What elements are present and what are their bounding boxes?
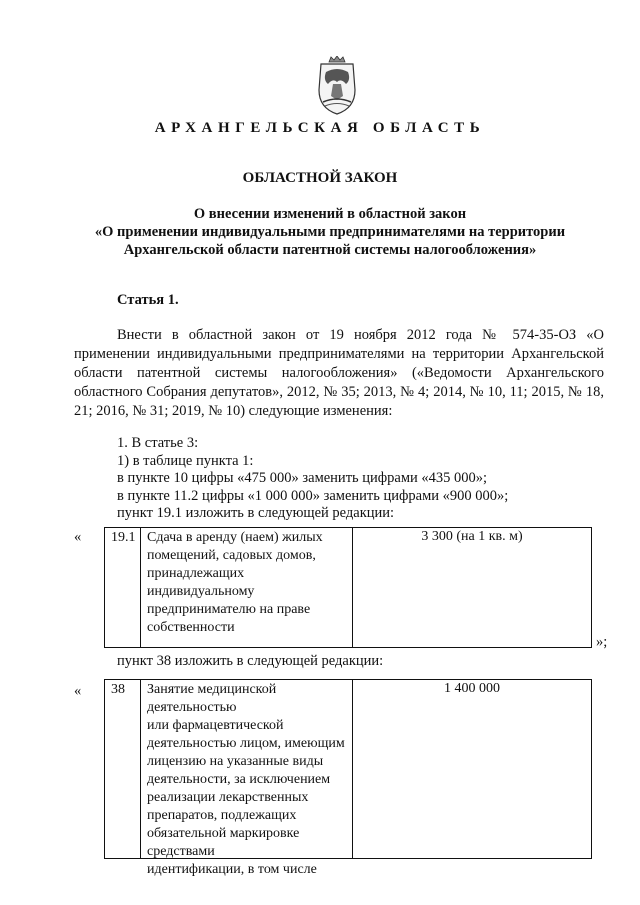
subtitle-line: О внесении изменений в областной закон (193, 206, 467, 222)
description-line: препаратов, подлежащих (147, 808, 297, 823)
row-description (141, 528, 353, 647)
amendment-list (117, 435, 508, 523)
coat-of-arms-icon (311, 56, 363, 116)
list-item: 1) в таблице пункта 1: (117, 452, 254, 469)
description-line: деятельностью лицом, имеющим (147, 736, 345, 751)
row-number: 19.1 (105, 528, 141, 647)
description-line: реализации лекарственных (147, 790, 309, 805)
row-amount: 3 300 (на 1 кв. м) (421, 529, 523, 544)
row-amount: 1 400 000 (444, 681, 500, 696)
list-item: 1. В статье 3: (117, 435, 199, 451)
between-text: пункт 38 изложить в следующей редакции: (117, 653, 384, 669)
description-line: Сдача в аренду (наем) жилых (147, 530, 323, 545)
subtitle-line: «О применении индивидуальными предпринимателями на территории (94, 224, 566, 240)
quote-open: « (74, 529, 82, 545)
subtitle-line: Архангельской области патентной системы налогообложения» (123, 242, 537, 258)
row-number: 38 (105, 680, 141, 858)
table-19-1 (104, 527, 592, 648)
table-38 (104, 679, 592, 877)
description-line: помещений, садовых домов, (147, 548, 316, 563)
list-item: пункт 19.1 изложить в следующей редакции: (117, 505, 395, 521)
region-name: АРХАНГЕЛЬСКАЯ ОБЛАСТЬ (154, 120, 486, 136)
description-line: обязательной маркировке средствами (147, 826, 300, 859)
quote-open: « (74, 683, 82, 699)
description-line: или фармацевтической (147, 718, 284, 733)
list-item: в пункте 10 цифры «475 000» заменить цифрами «435 000»; (117, 470, 488, 486)
description-line: индивидуальному (147, 584, 255, 599)
article-intro: Внести в областной закон от 19 ноября 2012 года № 574-35-ОЗ «О применении индивидуальными предпринимателями на территории Архангельской области патентной системы налогообложения» («Ведомости Архангельского областного Собрания депутатов», 2012, № 35; 2013, № 4; 2014, № 10, 11; 2015, № 18, 21; 2016, № 31; 2019, № 10) следующие изменения: (74, 327, 604, 419)
row-description (141, 680, 353, 877)
description-line: Занятие медицинской деятельностью (147, 682, 277, 715)
list-item: в пункте 11.2 цифры «1 000 000» заменить цифрами «900 000»; (117, 487, 509, 504)
description-line: предпринимателю на праве (147, 602, 311, 617)
article-heading: Статья 1. (117, 292, 179, 308)
description-line: лицензию на указанные виды (147, 754, 324, 769)
description-line: собственности (147, 620, 235, 635)
quote-close: »; (596, 634, 608, 650)
description-line: идентификации, в том числе (147, 862, 317, 877)
law-subtitle (60, 205, 600, 259)
law-title: ОБЛАСТНОЙ ЗАКОН (242, 170, 398, 186)
description-line: деятельности, за исключением (147, 772, 331, 787)
description-line: принадлежащих (147, 566, 245, 581)
